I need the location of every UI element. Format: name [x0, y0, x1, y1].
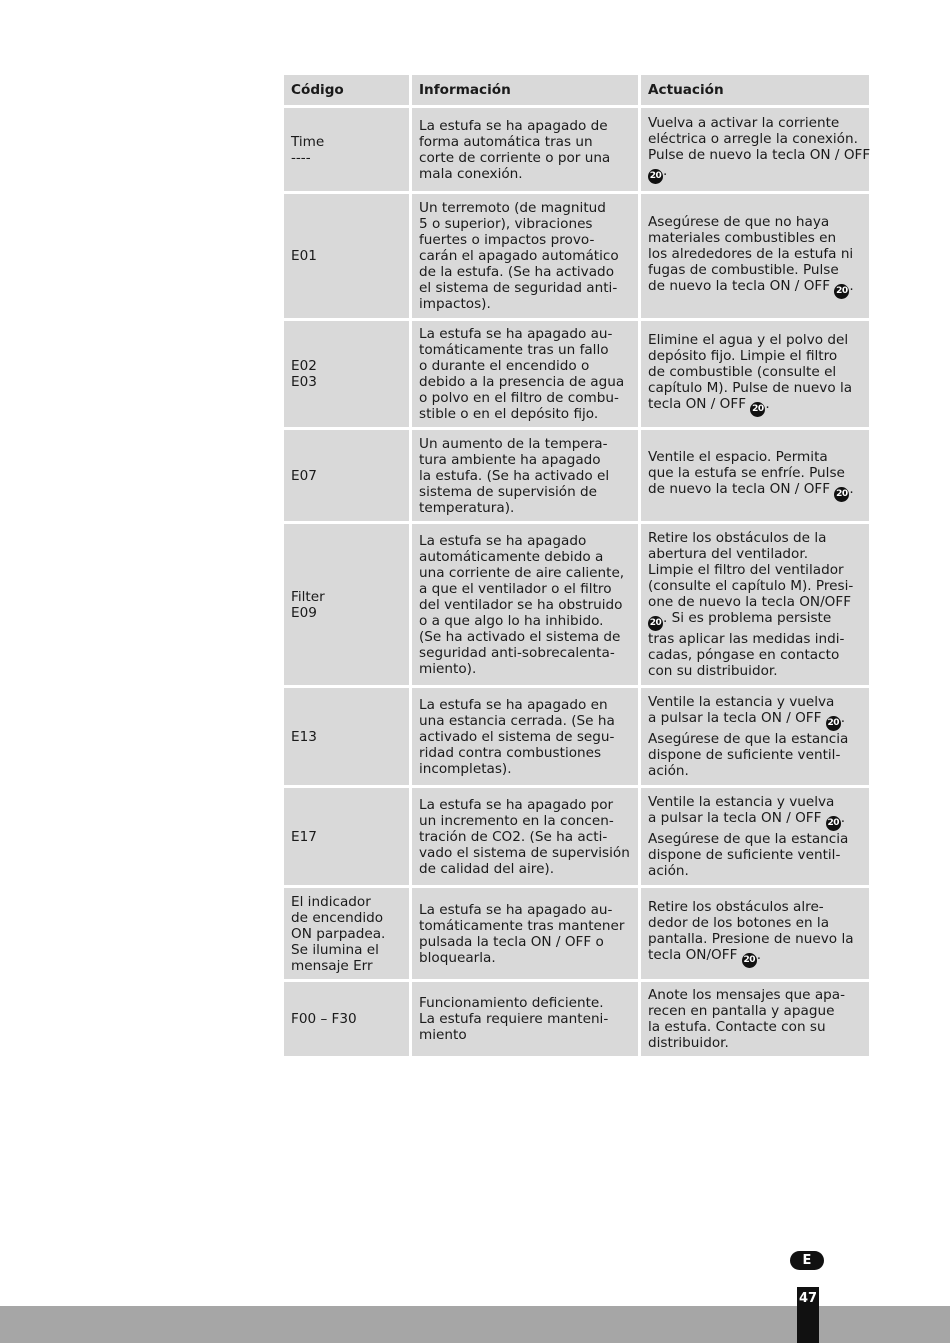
- table-cell-informacion: [412, 108, 638, 191]
- cell-text-line: un incremento en la concen-: [419, 812, 614, 829]
- table-cell-informacion: [412, 430, 638, 521]
- cell-text-line: ación.: [648, 863, 689, 879]
- cell-text-line: 20 . Si es problema persiste: [648, 610, 862, 631]
- cell-text-line: recen en pantalla y apague: [648, 1003, 835, 1019]
- cell-text-line: Limpie el filtro del ventilador: [648, 562, 844, 578]
- table-row: [284, 524, 869, 685]
- cell-text-line: de la estufa. (Se ha activado: [419, 264, 615, 280]
- table-cell-actuacion: [641, 688, 869, 785]
- cell-text-line: Ventile el espacio. Permita: [648, 449, 828, 465]
- cell-text-line: E01: [291, 248, 317, 264]
- cell-text-line: E03: [291, 374, 317, 390]
- table-cell-codigo: [284, 321, 409, 427]
- table-cell-informacion: [412, 982, 638, 1056]
- cell-text-line: o durante el encendido o: [419, 358, 590, 374]
- header-informacion: Información: [412, 75, 638, 105]
- table-cell-actuacion: [641, 321, 869, 427]
- reference-number-badge: 20: [834, 487, 849, 502]
- cell-text-line: La estufa se ha apagado por: [419, 796, 614, 813]
- cell-text-line: Anote los mensajes que apa-: [648, 987, 846, 1003]
- table-cell-informacion: [412, 688, 638, 785]
- cell-text-line: capítulo M). Pulse de nuevo la: [648, 379, 853, 396]
- cell-text-line: pulsada la tecla ON / OFF o: [419, 933, 604, 950]
- cell-text-line: distribuidor.: [648, 1035, 729, 1051]
- cell-text-line: Asegúrese de que no haya: [648, 213, 830, 230]
- cell-text-line: E13: [291, 728, 317, 745]
- reference-number-badge: 20: [648, 616, 663, 631]
- cell-text-line: tecla ON / OFF 20 .: [648, 396, 862, 417]
- cell-text-line: corte de corriente o por una: [419, 149, 611, 166]
- cell-text-line: Time: [291, 133, 325, 150]
- cell-text-line: de combustible (consulte el: [648, 363, 837, 380]
- cell-text-line: E07: [291, 467, 317, 484]
- cell-text-line: (Se ha activado el sistema de: [419, 628, 621, 645]
- table-cell-informacion: [412, 524, 638, 685]
- table-cell-informacion: [412, 888, 638, 979]
- cell-text-line: mensaje Err: [291, 957, 373, 974]
- table-cell-codigo: [284, 982, 409, 1056]
- table-cell-codigo: [284, 788, 409, 885]
- cell-text-line: (consulte el capítulo M). Presi-: [648, 578, 854, 594]
- table-row: [284, 430, 869, 521]
- cell-text-line: miento: [419, 1027, 467, 1043]
- cell-text-line: Un aumento de la tempera-: [419, 435, 608, 452]
- cell-text-line: a pulsar la tecla ON / OFF 20 .: [648, 710, 862, 731]
- cell-text-line: a que el ventilador o el filtro: [419, 580, 612, 597]
- cell-text-line: 5 o superior), vibraciones: [419, 216, 593, 232]
- table-row: [284, 321, 869, 427]
- cell-text-line: tración de CO2. (Se ha acti-: [419, 828, 608, 845]
- cell-text-line: tura ambiente ha apagado: [419, 451, 601, 468]
- cell-text-line: materiales combustibles en: [648, 229, 837, 246]
- table-cell-actuacion: [641, 194, 869, 318]
- cell-text-line: bloquearla.: [419, 949, 496, 966]
- reference-number-badge: 20: [750, 402, 765, 417]
- cell-text-line: Funcionamiento deficiente.: [419, 995, 604, 1011]
- reference-number-badge: 20: [648, 169, 663, 184]
- cell-text-line: sistema de supervisión de: [419, 483, 598, 500]
- cell-text-line: Asegúrese de que la estancia: [648, 731, 849, 747]
- cell-text-line: La estufa se ha apagado au-: [419, 326, 613, 342]
- table-cell-actuacion: [641, 524, 869, 685]
- cell-text-line: carán el apagado automático: [419, 248, 619, 264]
- cell-text-line: dedor de los botones en la: [648, 915, 830, 931]
- table-cell-codigo: [284, 108, 409, 191]
- cell-text-line: Ventile la estancia y vuelva: [648, 794, 835, 810]
- language-badge: E: [790, 1251, 824, 1270]
- reference-number-badge: 20: [834, 284, 849, 299]
- cell-text-line: Retire los obstáculos alre-: [648, 899, 824, 915]
- cell-text-line: F00 – F30: [291, 1011, 357, 1027]
- cell-text-line: Un terremoto (de magnitud: [419, 200, 606, 216]
- cell-text-line: vado el sistema de supervisión: [419, 844, 630, 861]
- cell-text-line: eléctrica o arregle la conexión.: [648, 131, 858, 147]
- table-cell-codigo: [284, 524, 409, 685]
- cell-text-line: que la estufa se enfríe. Pulse: [648, 465, 845, 481]
- table-cell-codigo: [284, 430, 409, 521]
- cell-text-line: El indicador: [291, 893, 371, 910]
- cell-text-line: la estufa. Contacte con su: [648, 1019, 826, 1035]
- table-cell-codigo: [284, 194, 409, 318]
- cell-text-line: La estufa se ha apagado en: [419, 696, 608, 713]
- table-row: [284, 108, 869, 191]
- cell-text-line: una corriente de aire caliente,: [419, 564, 625, 581]
- table-row: [284, 194, 869, 318]
- cell-text-line: E17: [291, 828, 317, 845]
- reference-number-badge: 20: [826, 716, 841, 731]
- reference-number-badge: 20: [826, 816, 841, 831]
- cell-text-line: con su distribuidor.: [648, 663, 778, 679]
- cell-text-line: o a que algo lo ha inhibido.: [419, 612, 604, 629]
- cell-text-line: del ventilador se ha obstruido: [419, 596, 623, 613]
- cell-text-line: La estufa se ha apagado: [419, 532, 587, 549]
- cell-text-line: una estancia cerrada. (Se ha: [419, 712, 615, 729]
- cell-text-line: Ventile la estancia y vuelva: [648, 694, 835, 710]
- cell-text-line: temperatura).: [419, 499, 515, 516]
- cell-text-line: seguridad anti-sobrecalenta-: [419, 644, 615, 661]
- table-cell-informacion: [412, 194, 638, 318]
- cell-text-line: a pulsar la tecla ON / OFF 20 .: [648, 810, 862, 831]
- reference-number-badge: 20: [742, 953, 757, 968]
- cell-text-line: fuertes o impactos provo-: [419, 232, 595, 248]
- cell-text-line: de calidad del aire).: [419, 860, 555, 877]
- table-cell-actuacion: [641, 788, 869, 885]
- cell-text-line: tomáticamente tras un fallo: [419, 342, 609, 358]
- table-cell-informacion: [412, 788, 638, 885]
- cell-text-line: debido a la presencia de agua: [419, 374, 625, 390]
- cell-text-line: ON parpadea.: [291, 925, 386, 942]
- cell-text-line: abertura del ventilador.: [648, 546, 809, 562]
- cell-text-line: Filter: [291, 588, 325, 605]
- table-cell-actuacion: [641, 108, 869, 191]
- table-cell-codigo: [284, 888, 409, 979]
- cell-text-line: pantalla. Presione de nuevo la: [648, 931, 854, 947]
- cell-text-line: ----: [291, 149, 311, 166]
- cell-text-line: Pulse de nuevo la tecla ON / OFF: [648, 147, 871, 163]
- cell-text-line: o polvo en el filtro de combu-: [419, 390, 619, 406]
- page-number: 47: [797, 1287, 819, 1343]
- cell-text-line: tecla ON/OFF 20 .: [648, 947, 862, 968]
- cell-text-line: mala conexión.: [419, 165, 523, 182]
- cell-text-line: Se ilumina el: [291, 941, 379, 958]
- cell-text-line: activado el sistema de segu-: [419, 728, 615, 745]
- cell-text-line: fugas de combustible. Pulse: [648, 261, 839, 278]
- cell-text-line: ación.: [648, 763, 689, 779]
- cell-text-line: La estufa se ha apagado au-: [419, 901, 613, 918]
- cell-text-line: one de nuevo la tecla ON/OFF: [648, 594, 852, 610]
- cell-text-line: ridad contra combustiones: [419, 744, 602, 761]
- cell-text-line: de nuevo la tecla ON / OFF 20 .: [648, 278, 862, 299]
- cell-text-line: dispone de suficiente ventil-: [648, 747, 841, 763]
- cell-text-line: de encendido: [291, 909, 384, 926]
- table-row: [284, 788, 869, 885]
- cell-text-line: Elimine el agua y el polvo del: [648, 331, 849, 348]
- cell-text-line: automáticamente debido a: [419, 548, 604, 565]
- table-cell-actuacion: [641, 430, 869, 521]
- cell-text-line: stible o en el depósito fijo.: [419, 406, 599, 422]
- error-code-table: [281, 72, 872, 1059]
- cell-text-line: Asegúrese de que la estancia: [648, 831, 849, 847]
- cell-text-line: forma automática tras un: [419, 133, 593, 150]
- cell-text-line: E09: [291, 604, 317, 621]
- cell-text-line: impactos).: [419, 296, 491, 312]
- cell-text-line: el sistema de seguridad anti-: [419, 280, 618, 296]
- cell-text-line: Vuelva a activar la corriente: [648, 115, 840, 131]
- cell-text-line: tomáticamente tras mantener: [419, 917, 625, 934]
- cell-text-line: de nuevo la tecla ON / OFF 20 .: [648, 481, 862, 502]
- table-cell-informacion: [412, 321, 638, 427]
- table-row: [284, 982, 869, 1056]
- cell-text-line: incompletas).: [419, 760, 512, 777]
- cell-text-line: la estufa. (Se ha activado el: [419, 467, 610, 484]
- table-row: [284, 888, 869, 979]
- cell-text-line: miento).: [419, 660, 477, 677]
- cell-text-line: E02: [291, 358, 317, 374]
- cell-text-line: tras aplicar las medidas indi-: [648, 631, 845, 647]
- header-codigo: Código: [284, 75, 409, 105]
- cell-text-line: 20 .: [648, 163, 862, 184]
- table-header-row: [284, 75, 869, 105]
- cell-text-line: dispone de suficiente ventil-: [648, 847, 841, 863]
- table-cell-actuacion: [641, 888, 869, 979]
- cell-text-line: los alrededores de la estufa ni: [648, 245, 854, 262]
- table-cell-codigo: [284, 688, 409, 785]
- cell-text-line: cadas, póngase en contacto: [648, 647, 840, 663]
- table-cell-actuacion: [641, 982, 869, 1056]
- cell-text-line: La estufa requiere manteni-: [419, 1011, 609, 1027]
- cell-text-line: Retire los obstáculos de la: [648, 530, 827, 546]
- cell-text-line: La estufa se ha apagado de: [419, 117, 608, 134]
- cell-text-line: depósito fijo. Limpie el filtro: [648, 347, 838, 364]
- header-actuacion: Actuación: [641, 75, 869, 105]
- table-row: [284, 688, 869, 785]
